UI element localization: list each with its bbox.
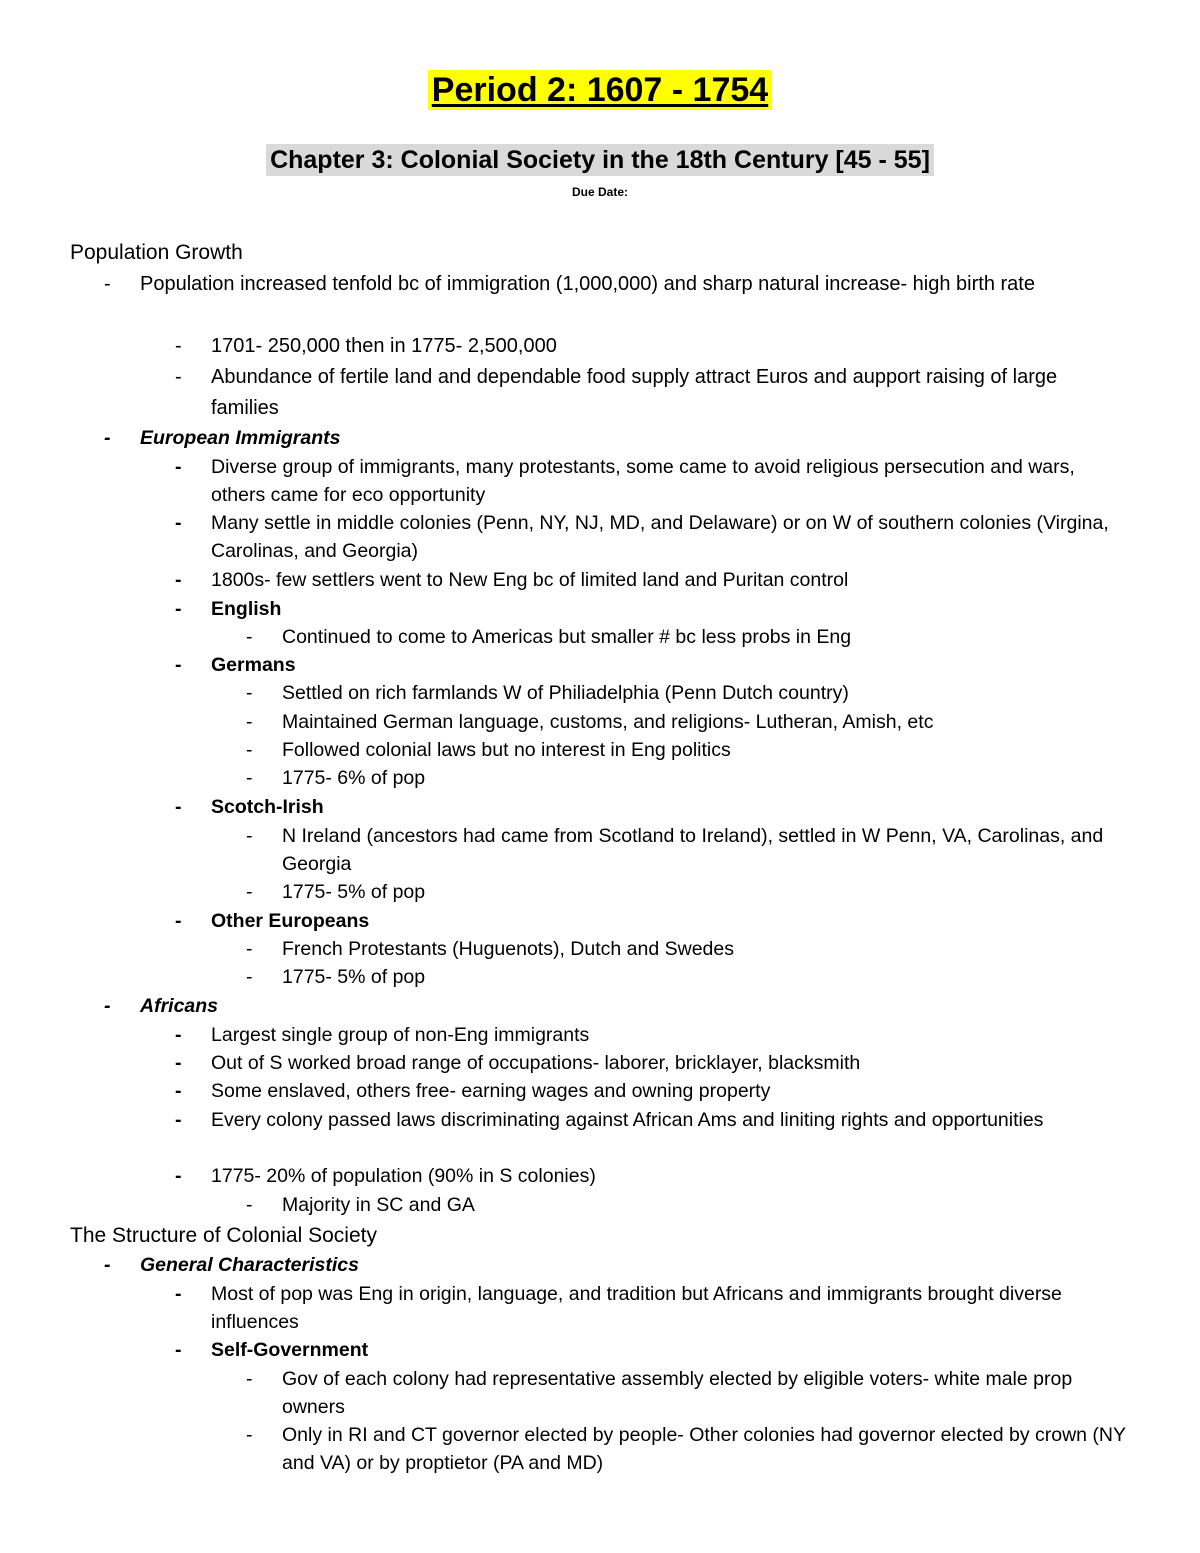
list-item: - 1775- 5% of pop — [282, 963, 1130, 991]
bullet-dash: - — [175, 910, 182, 932]
list-item: - Many settle in middle colonies (Penn, NY, NJ, MD, and Delaware) or on W of southern colonies (Virgina, Carolinas, and Georgia) — [211, 509, 1130, 565]
list-item: - Out of S worked broad range of occupations- laborer, bricklayer, blacksmith — [211, 1049, 1130, 1077]
bullet-dash: - — [104, 1254, 111, 1276]
list-item: - Diverse group of immigrants, many protestants, some came to avoid religious persecution and wars, others came for eco opportunity — [211, 453, 1130, 509]
bullet-dash: - — [246, 626, 253, 648]
section-heading: Population Growth — [70, 241, 243, 264]
bullet-dash: - — [246, 682, 253, 704]
list-item: - Some enslaved, others free- earning wages and owning property — [211, 1077, 1130, 1105]
group-heading: - Self-Government — [211, 1336, 1130, 1364]
bullet-dash: - — [175, 569, 182, 591]
bullet-dash: - — [246, 1194, 253, 1216]
list-item: - Every colony passed laws discriminating against African Ams and liniting rights and opportunities — [211, 1106, 1130, 1134]
chapter-title: Chapter 3: Colonial Society in the 18th Century [45 - 55] — [266, 144, 934, 176]
list-item: - Only in RI and CT governor elected by people- Other colonies had governor elected by crown (NY and VA) or by proptietor (PA and MD) — [282, 1421, 1130, 1477]
list-item: - Abundance of fertile land and dependable food supply attract Euros and aupport raising of large families — [211, 362, 1130, 424]
group-heading: - English — [211, 595, 1130, 623]
page-title: Period 2: 1607 - 1754 — [428, 70, 772, 110]
due-date-label: Due Date: — [571, 185, 628, 199]
bullet-dash: - — [175, 598, 182, 620]
bullet-dash: - — [104, 273, 111, 295]
bullet-dash: - — [246, 966, 253, 988]
list-item: - Majority in SC and GA — [282, 1191, 1130, 1219]
bullet-dash: - — [175, 1165, 182, 1187]
subsection-heading: - European Immigrants — [140, 424, 1130, 452]
section-heading: The Structure of Colonial Society — [70, 1224, 377, 1247]
list-item: - Most of pop was Eng in origin, language, and tradition but Africans and immigrants brought diverse influences — [211, 1280, 1130, 1336]
bullet-dash: - — [175, 335, 182, 357]
bullet-dash: - — [175, 366, 182, 388]
bullet-dash: - — [175, 456, 182, 478]
list-item: - Settled on rich farmlands W of Philiadelphia (Penn Dutch country) — [282, 679, 1130, 707]
group-heading: - Scotch-Irish — [211, 793, 1130, 821]
list-item: - 1701- 250,000 then in 1775- 2,500,000 — [211, 331, 1130, 362]
bullet-dash: - — [246, 739, 253, 761]
bullet-dash: - — [175, 1052, 182, 1074]
group-heading: - Germans — [211, 651, 1130, 679]
bullet-dash: - — [246, 938, 253, 960]
subsection-heading: - Africans — [140, 992, 1130, 1020]
bullet-dash: - — [175, 1283, 182, 1305]
list-item: - Gov of each colony had representative assembly elected by eligible voters- white male prop owners — [282, 1365, 1130, 1421]
title-block — [0, 70, 1200, 110]
list-item: - 1775- 5% of pop — [282, 878, 1130, 906]
bullet-dash: - — [175, 1080, 182, 1102]
list-item: - Maintained German language, customs, and religions- Lutheran, Amish, etc — [282, 708, 1130, 736]
bullet-dash: - — [246, 767, 253, 789]
group-heading: - Other Europeans — [211, 907, 1130, 935]
subsection-heading: - General Characteristics — [140, 1251, 1130, 1279]
bullet-dash: - — [246, 1424, 253, 1446]
list-item: - Population increased tenfold bc of immigration (1,000,000) and sharp natural increase- high birth rate — [140, 269, 1130, 300]
chapter-block — [0, 144, 1200, 176]
list-item: - Continued to come to Americas but smaller # bc less probs in Eng — [282, 623, 1130, 651]
list-item: - Followed colonial laws but no interest in Eng politics — [282, 736, 1130, 764]
list-item: - 1775- 20% of population (90% in S colonies) — [211, 1162, 1130, 1190]
list-item: - 1800s- few settlers went to New Eng bc of limited land and Puritan control — [211, 566, 1130, 594]
list-item: - 1775- 6% of pop — [282, 764, 1130, 792]
bullet-dash: - — [175, 796, 182, 818]
bullet-dash: - — [175, 1339, 182, 1361]
bullet-dash: - — [246, 881, 253, 903]
bullet-dash: - — [175, 654, 182, 676]
list-item: - French Protestants (Huguenots), Dutch and Swedes — [282, 935, 1130, 963]
bullet-dash: - — [104, 427, 111, 449]
bullet-dash: - — [175, 512, 182, 534]
bullet-dash: - — [175, 1024, 182, 1046]
list-item: - N Ireland (ancestors had came from Scotland to Ireland), settled in W Penn, VA, Carolinas, and Georgia — [282, 822, 1130, 878]
bullet-dash: - — [246, 1368, 253, 1390]
due-date-block — [0, 183, 1200, 201]
bullet-dash: - — [104, 995, 111, 1017]
bullet-dash: - — [175, 1109, 182, 1131]
bullet-dash: - — [246, 711, 253, 733]
bullet-dash: - — [246, 825, 253, 847]
list-item: - Largest single group of non-Eng immigrants — [211, 1021, 1130, 1049]
